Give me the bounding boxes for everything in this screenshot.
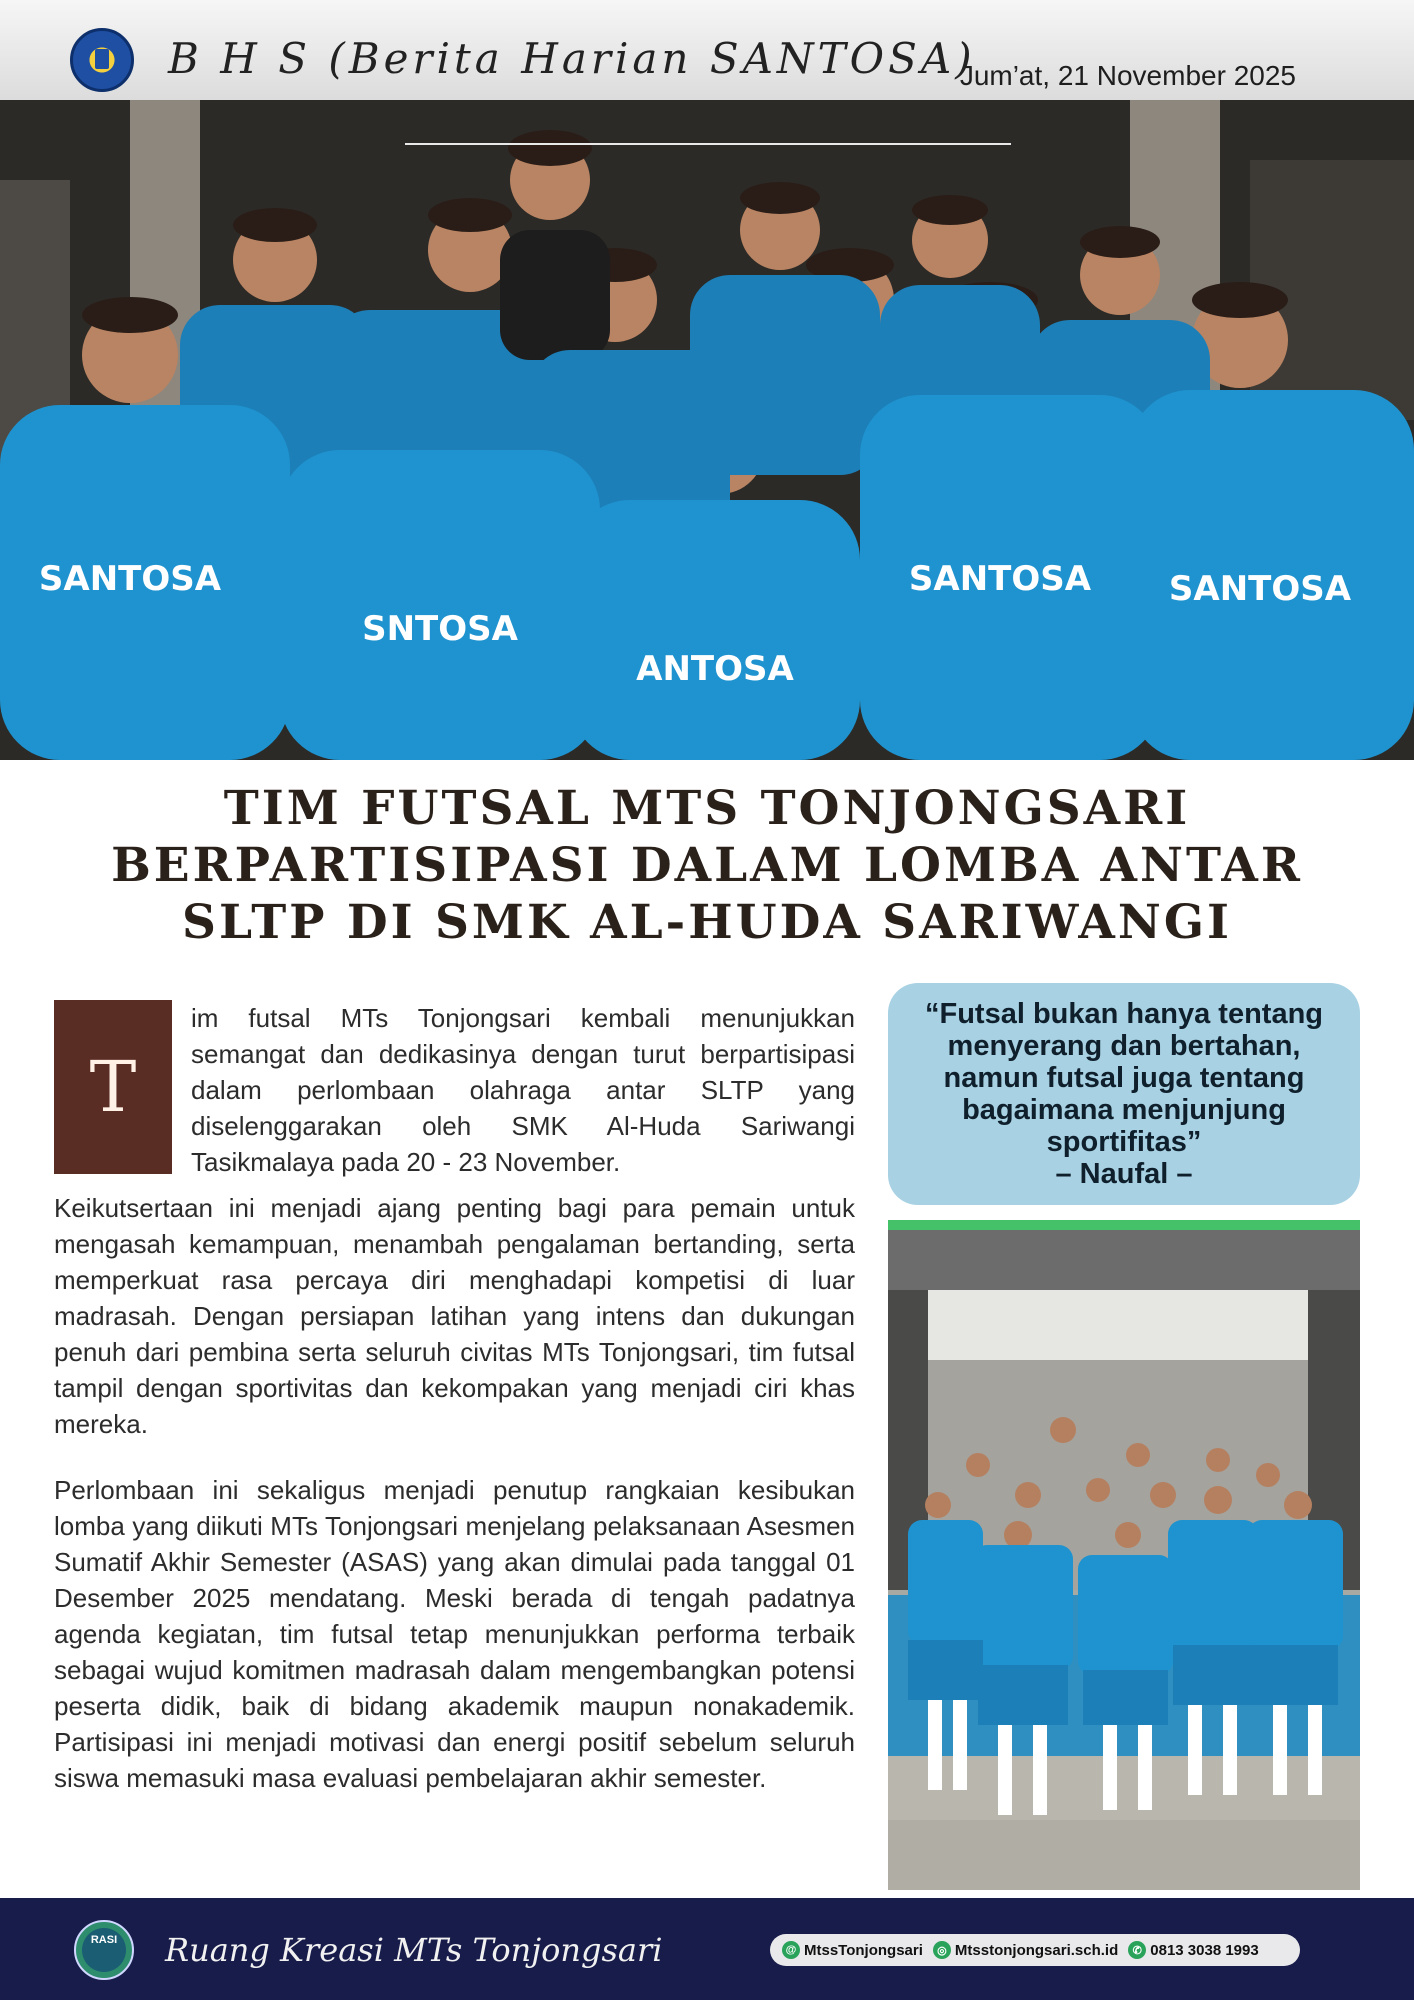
article-paragraph-3: Perlombaan ini sekaligus menjadi penutup rangkaian kesibukan lomba yang diikuti MTs Tonjongsari menjelang pelaksanaan Asesmen Sumatif Akhir Semester (ASAS) yang akan dimulai pada tanggal 01 Desember 2025 mendatang. Meski berada di tengah padatnya agenda kegiatan, tim futsal tetap menunjukkan performa terbaik sebagai wujud komitmen madrasah dalam mengembangkan potensi peserta didik, baik di bidang akademik maupun nonakademik. Partisipasi ini menjadi motivasi dan energi positif sebelum seluruh siswa memasuki masa evaluasi pembelajaran akhir semester.: [54, 1475, 855, 1793]
pull-quote-text: “Futsal bukan hanya tentang menyerang dan bertahan, namun futsal juga tentang bagaimana menjunjung sportifitas”: [925, 998, 1323, 1158]
website-contact[interactable]: [933, 1941, 1118, 1959]
team-full-photo: [888, 1220, 1360, 1890]
footer-bar: [0, 1898, 1414, 2000]
hero-team-photo: [0, 100, 1414, 760]
website-url: Mtsstonjongsari.sch.id: [954, 1941, 1119, 1959]
masthead-title: B H S (Berita Harian SANTOSA): [168, 34, 976, 83]
social-contact[interactable]: [782, 1941, 923, 1959]
globe-icon: ◎: [933, 1941, 951, 1959]
hero-photo-illustration: [0, 100, 1414, 760]
contact-pill: [770, 1934, 1300, 1966]
article-paragraph-1: im futsal MTs Tonjongsari kembali menunjukkan semangat dan dedikasinya dengan turut berpartisipasi dalam perlombaan olahraga antar SLTP yang diselenggarakan oleh SMK Al-Huda Sariwangi Tasikmalaya pada 20 - 23 November.: [191, 1003, 855, 1177]
svg-text:SANTOSA: SANTOSA: [38, 559, 222, 599]
drop-cap: T: [54, 1000, 172, 1174]
article-headline: TIM FUTSAL MTS TONJONGSARI BERPARTISIPASI DALAM LOMBA ANTAR SLTP DI SMK AL-HUDA SARIWANGI: [111, 781, 1303, 950]
phone-contact[interactable]: [1128, 1941, 1258, 1959]
pull-quote-author: – Naufal –: [1055, 1158, 1193, 1190]
header-bar: [0, 0, 1414, 100]
side-photo-illustration: [888, 1220, 1360, 1890]
whatsapp-icon: ✆: [1128, 1941, 1146, 1959]
svg-text:SNTOSA: SNTOSA: [362, 609, 518, 649]
rasi-logo-icon: RASI: [74, 1920, 134, 1980]
phone-number: 0813 3038 1993: [1150, 1941, 1259, 1959]
svg-text:ANTOSA: ANTOSA: [636, 649, 794, 689]
pull-quote: [888, 983, 1360, 1205]
article-paragraph-2: Keikutsertaan ini menjadi ajang penting bagi para pemain untuk mengasah kemampuan, menambah pengalaman bertanding, serta memperkuat rasa percaya diri menghadapi kompetisi di luar madrasah. Dengan persiapan latihan yang intens dan dukungan penuh dari pembina serta seluruh civitas MTs Tonjongsari, tim futsal tampil dengan sportivitas dan kekompakan yang menjadi ciri khas mereka.: [54, 1193, 855, 1439]
svg-text:SANTOSA: SANTOSA: [908, 559, 1092, 599]
footer-tagline: Ruang Kreasi MTs Tonjongsari: [165, 1931, 663, 1969]
social-handle: MtssTonjongsari: [804, 1941, 923, 1959]
kemenag-logo-icon: [70, 28, 134, 92]
svg-text:SANTOSA: SANTOSA: [1168, 569, 1352, 609]
social-media-icon: @: [782, 1941, 800, 1959]
issue-date: Jum’at, 21 November 2025: [959, 60, 1296, 91]
